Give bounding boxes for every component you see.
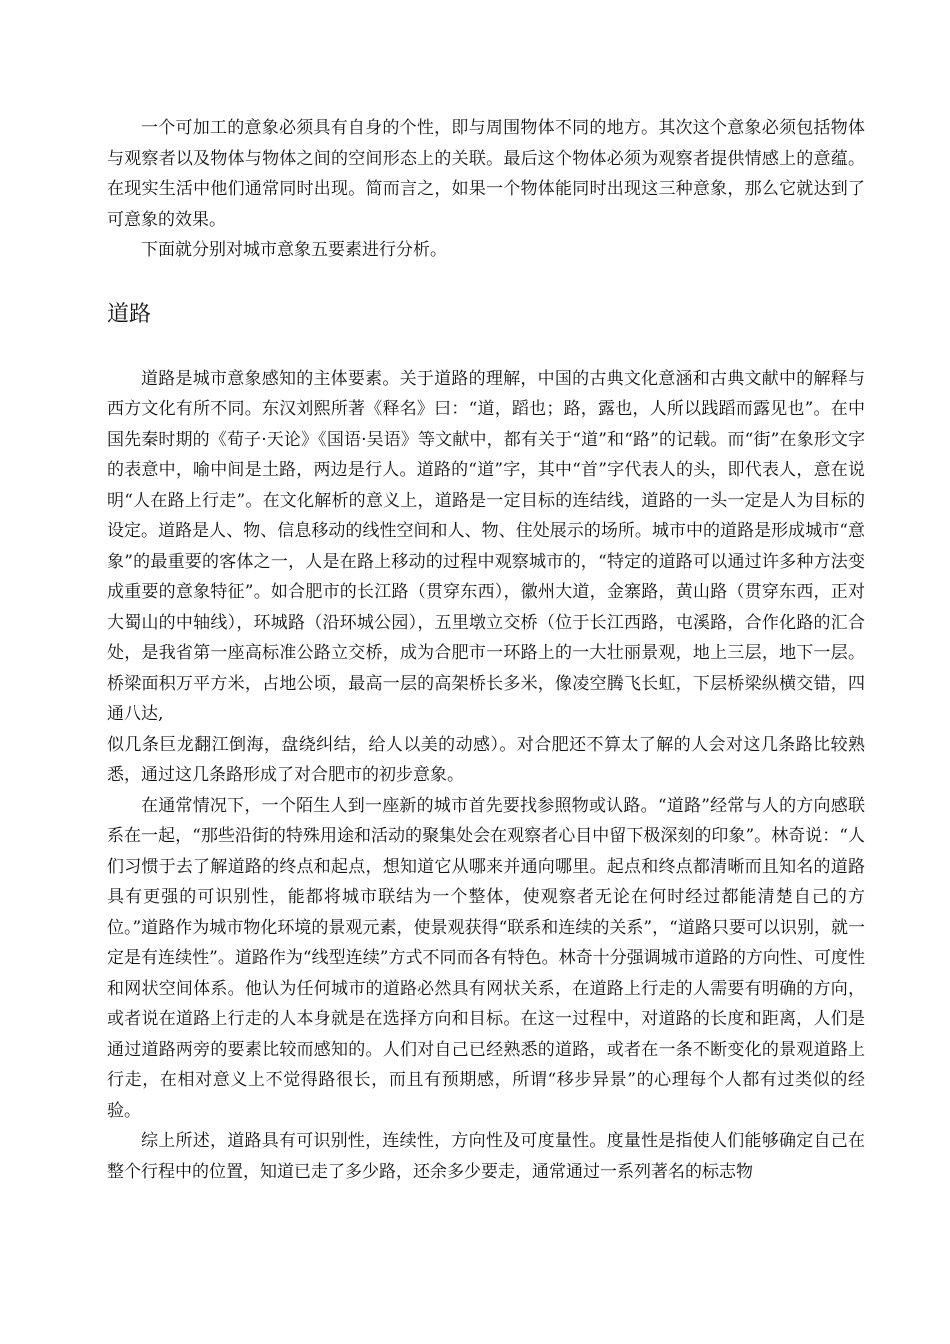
road-paragraph-1-continued: 似几条巨龙翻江倒海，盘绕纠结，给人以美的动感）。对合肥还不算太了解的人会对这几条路比较熟悉，通过这几条路形成了对合肥市的初步意象。	[107, 734, 865, 785]
intro-paragraph-1: 一个可加工的意象必须具有自身的个性，即与周围物体不同的地方。其次这个意象必须包括物体与观察者以及物体与物体之间的空间形态上的关联。最后这个物体必须为观察者提供情感上的意蕴。在现实生活中他们通常同时出现。简而言之，如果一个物体能同时出现这三种意象，那么它就达到了可意象的效果。	[107, 118, 865, 230]
road-paragraph-1: 道路是城市意象感知的主体要素。关于道路的理解，中国的古典文化意涵和古典文献中的解释与西方文化有所不同。东汉刘熙所著《释名》曰：“道，蹈也；路，露也，人所以践蹈而露见也”。在中国先秦时期的《荀子·天论》《国语·吴语》等文献中，都有关于“道”和“路”的记载。而“街”在象形文字的表意中，喻中间是土路，两边是行人。道路的“道”字，其中“首”字代表人的头，即代表人，意在说明“人在路上行走”。在文化解析的意义上，道路是一定目标的连结线，道路的一头一定是人为目标的设定。道路是人、物、信息移动的线性空间和人、物、住处展示的场所。城市中的道路是形成城市“意象”的最重要的客体之一，人是在路上移动的过程中观察城市的，“特定的道路可以通过许多种方法变成重要的意象特征”。如合肥市的长江路（贯穿东西），徽州大道，金寨路，黄山路（贯穿东西，正对大蜀山的中轴线），环城路（沿环城公园），五里墩立交桥（位于长江西路，屯溪路，合作化路的汇合处，是我省第一座高标准公路立交桥，成为合肥市一环路上的一大壮丽景观，地上三层，地下一层。桥梁面积万平方米，占地公顷，最高一层的高架桥长多米，像凌空腾飞长虹，下层桥梁纵横交错，四通八达,	[107, 368, 865, 724]
road-paragraph-3: 综上所述，道路具有可识别性，连续性，方向性及可度量性。度量性是指使人们能够确定自己在整个行程中的位置，知道已走了多少路，还余多少要走，通常通过一系列著名的标志物	[107, 1131, 865, 1182]
intro-paragraph-2: 下面就分别对城市意象五要素进行分析。	[141, 240, 447, 260]
section-heading: 道路	[107, 301, 152, 327]
road-paragraph-2: 在通常情况下，一个陌生人到一座新的城市首先要找参照物或认路。“道路”经常与人的方向感联系在一起，“那些沿街的特殊用途和活动的聚集处会在观察者心目中留下极深刻的印象”。林奇说：“人们习惯于去了解道路的终点和起点，想知道它从哪来并通向哪里。起点和终点都清晰而且知名的道路具有更强的可识别性，能都将城市联结为一个整体，使观察者无论在何时经过都能清楚自己的方位。”道路作为城市物化环境的景观元素，使景观获得“联系和连续的关系”，“道路只要可以识别，就一定是有连续性”。道路作为“线型连续”方式不同而各有特色。林奇十分强调城市道路的方向性、可度性和网状空间体系。他认为任何城市的道路必然具有网状关系，在道路上行走的人需要有明确的方向，或者说在道路上行走的人本身就是在选择方向和目标。在这一过程中，对道路的长度和距离，人们是通过道路两旁的要素比较而感知的。人们对自己已经熟悉的道路，或者在一条不断变化的景观道路上行走，在相对意义上不觉得路很长，而且有预期感，所谓“移步异景”的心理每个人都有过类似的经验。	[107, 795, 865, 1121]
document-page	[107, 113, 865, 1187]
